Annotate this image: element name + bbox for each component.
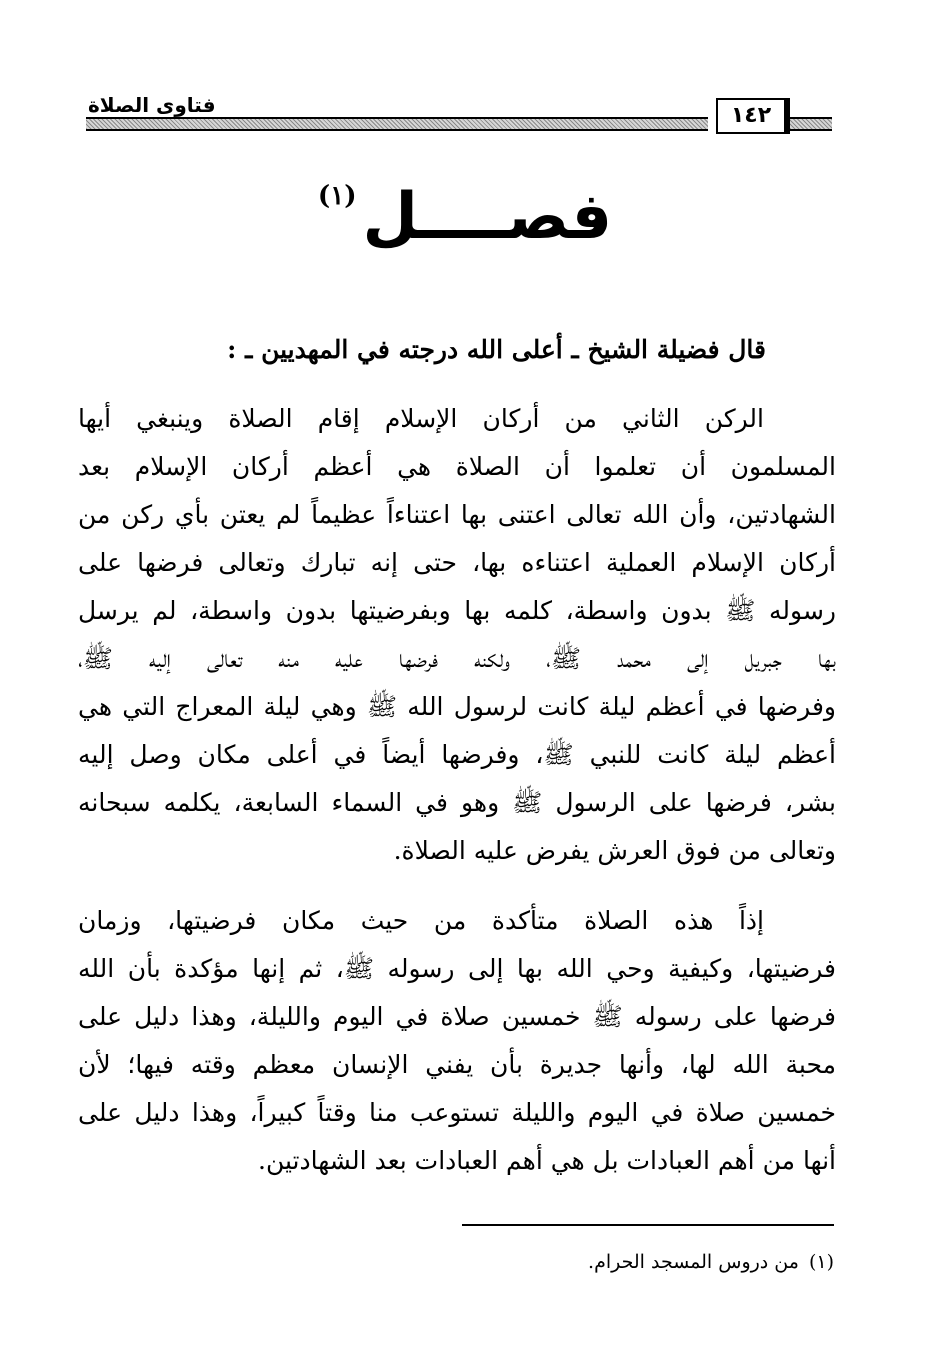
text-line: محبة الله لها، وأنها جديرة بأن يفني الإنسان معظم وقته فيها؛ لأن [78, 1050, 836, 1079]
section-heading [300, 172, 630, 262]
footnote-mark: (١) [808, 1251, 834, 1273]
text-line: بشر، فرضها على الرسول ﷺ وهو في السماء السابعة، يكلمه سبحانه [78, 788, 836, 817]
text-line: المسلمون أن تعلموا أن الصلاة هي أعظم أركان الإسلام بعد [78, 452, 836, 481]
text-line: وفرضها في أعظم ليلة كانت لرسول الله ﷺ وهي ليلة المعراج التي هي [78, 692, 836, 721]
heading-footnote-mark: (١) [317, 181, 357, 211]
text-line: فرضيتها، وكيفية وحي الله بها إلى رسوله ﷺ، ثم إنها مؤكدة بأن الله [78, 954, 836, 983]
section-heading-word: فصــــل [362, 180, 613, 254]
text-line: فرضها على رسوله ﷺ خمسين صلاة في اليوم والليلة، وهذا دليل على [78, 1002, 836, 1031]
paragraph-1 [78, 395, 836, 875]
footnote-text: من دروس المسجد الحرام. [588, 1251, 799, 1273]
running-title: فتاوى الصلاة [88, 93, 216, 117]
paragraph-2 [78, 897, 836, 1185]
header-rule-right [790, 117, 832, 131]
text-line: أنها من أهم العبادات بل هي أهم العبادات بعد الشهادتين. [258, 1146, 836, 1175]
text-line: أعظم ليلة كانت للنبي ﷺ، وفرضها أيضاً في أعلى مكان وصل إليه [78, 740, 836, 769]
text-line: إذاً هذه الصلاة متأكدة من حيث مكان فرضيتها، وزمان [78, 906, 764, 935]
text-line: الركن الثاني من أركان الإسلام إقام الصلاة وينبغي أيها [78, 404, 764, 433]
footnote-divider [462, 1224, 834, 1226]
intro-line: قال فضيلة الشيخ ـ أعلى الله درجته في المهديين ـ : [227, 335, 766, 364]
text-line: أركان الإسلام العملية اعتناءه بها، حتى إنه تبارك وتعالى فرضها على [78, 548, 836, 577]
text-line: وتعالى من فوق العرش يفرض عليه الصلاة. [393, 836, 836, 865]
footnote [460, 1244, 834, 1280]
text-line: بها جبريل إلى محمد ﷺ، ولكنه فرضها عليه منه تعالى إليه ﷺ، [78, 644, 836, 673]
text-line: الشهادتين، وأن الله تعالى اعتنى بها اعتناءاً عظيماً لم يعتن بأي ركن من [78, 500, 836, 529]
page-number: ١٤٢ [716, 98, 790, 134]
text-line: خمسين صلاة في اليوم والليلة تستوعب منا وقتاً كبيراً، وهذا دليل على [78, 1098, 836, 1127]
text-line: رسوله ﷺ بدون واسطة، كلمه بها وبفرضيتها بدون واسطة، لم يرسل [78, 596, 836, 625]
header-rule-left [86, 117, 708, 131]
